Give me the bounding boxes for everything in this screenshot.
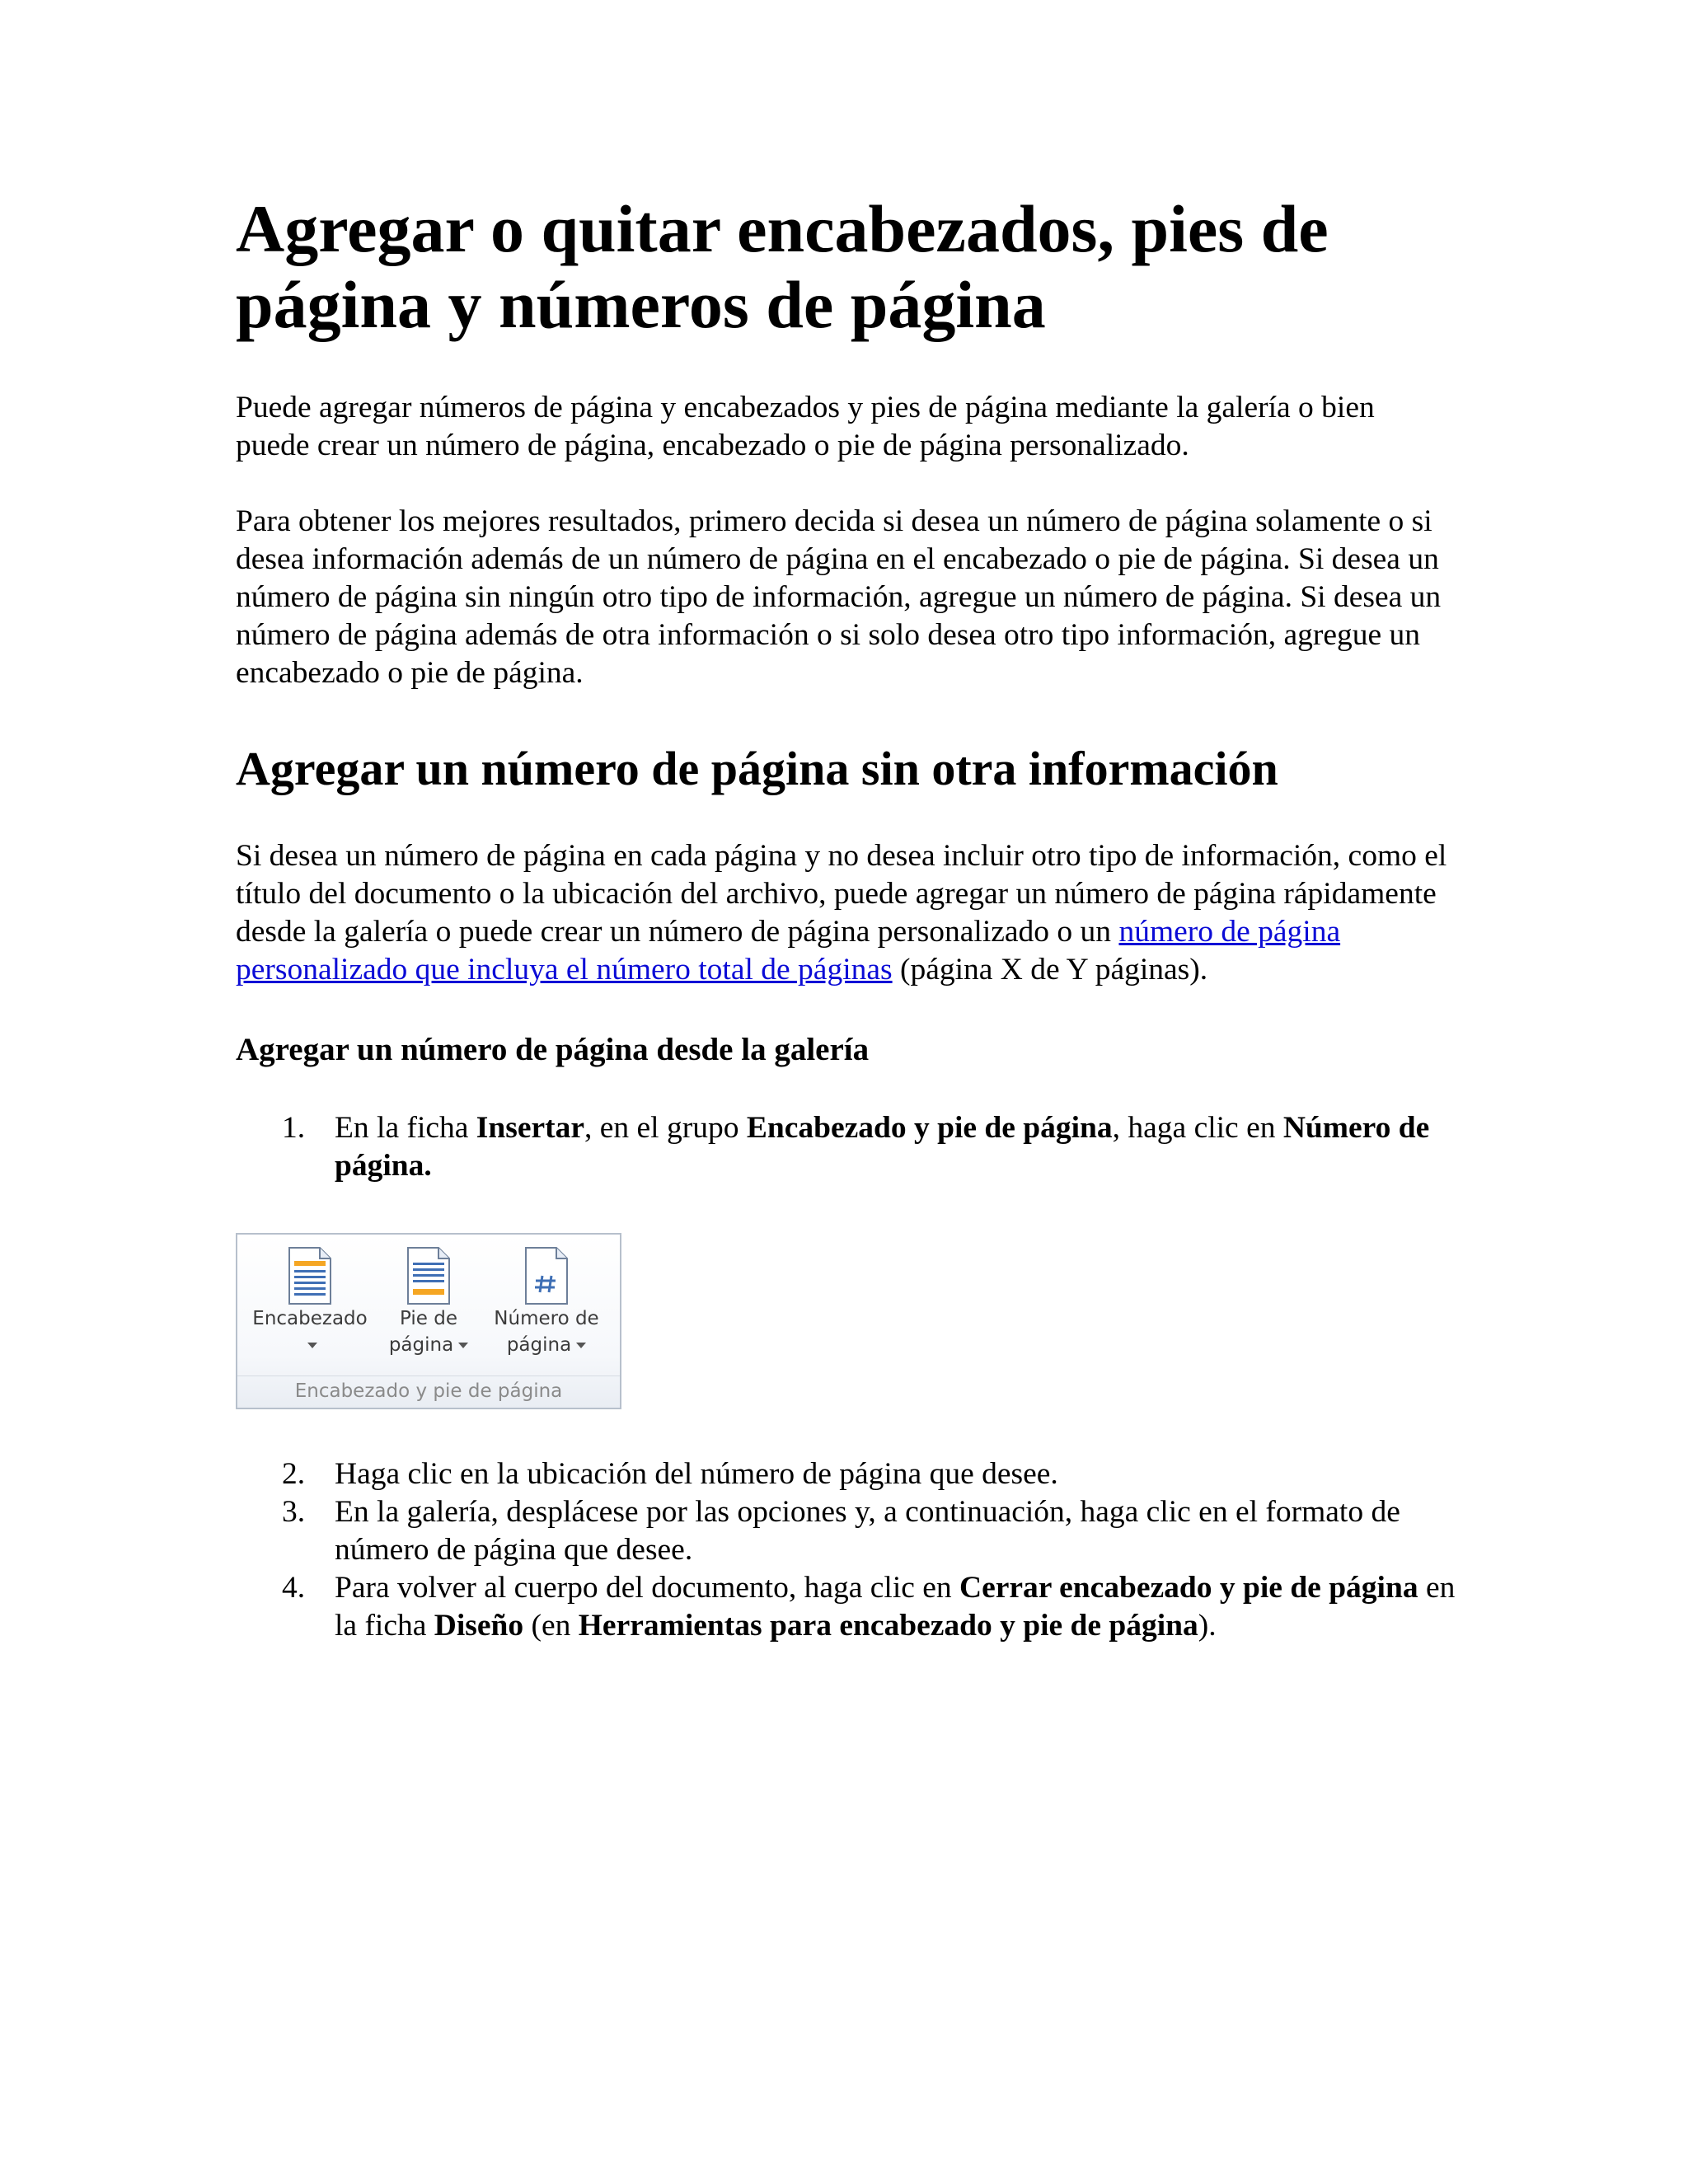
step-bold-text: Encabezado y pie de página [746,1111,1113,1145]
step-text: , en el grupo [584,1111,747,1145]
chevron-down-icon [458,1343,468,1348]
total-pages-link[interactable]: número de página personalizado que incluya el número total de páginas [236,915,1341,987]
step-bold-text: Diseño [434,1609,524,1643]
footer-ribbon-button[interactable] [387,1246,470,1358]
footer-label-text: página [388,1334,454,1356]
header-button-label: Encabezado [252,1308,368,1329]
intro-paragraph-1: Puede agregar números de página y encabezados y pies de página mediante la galería o bien puede crear un número de página, encabezado o pie de página personalizado. [236,391,1375,462]
step-bold-text: Insertar [476,1111,585,1145]
list-item-step-3 [236,1493,1456,1569]
step-bold-text: Número de página. [335,1111,1430,1183]
step-number: 4. [282,1571,306,1605]
step-text: En la galería, desplácese por las opciones y, a continuación, haga clic en el formato de número de página que desee. [335,1495,1400,1567]
section-paragraph [236,837,1456,989]
document-body [236,191,1456,1645]
step-text: (en [523,1609,579,1643]
step-text: Para volver al cuerpo del documento, haga clic en [335,1571,960,1605]
page-number-document-icon [523,1246,570,1305]
step-text: en la ficha [335,1571,1456,1643]
steps-list-part-1 [236,1109,1456,1185]
page-number-button-label-line-2[interactable] [478,1332,615,1358]
page-title: Agregar o quitar encabezados, pies de página y números de página [236,191,1329,342]
steps-list-part-2 [236,1455,1456,1645]
section-heading: Agregar un número de página sin otra información [236,742,1278,795]
step-text: Haga clic en la ubicación del número de página que desee. [335,1457,1058,1491]
subsection-heading: Agregar un número de página desde la galería [236,1032,870,1067]
step-text: En la ficha [335,1111,476,1145]
list-item-step-2 [236,1455,1456,1493]
ribbon-group-label: Encabezado y pie de página [237,1376,620,1406]
list-item-step-1 [236,1109,1456,1185]
footer-document-icon [406,1246,452,1305]
ribbon-group-screenshot [236,1233,621,1409]
header-ribbon-button[interactable] [244,1246,376,1358]
step-bold-text: Herramientas para encabezado y pie de página [578,1609,1198,1643]
section-paragraph-text-after: (página X de Y páginas). [892,953,1208,987]
page-number-label-text: página [506,1334,572,1356]
step-bold-text: Cerrar encabezado y pie de página [959,1571,1418,1605]
section-paragraph-text-before: Si desea un número de página en cada página y no desea incluir otro tipo de información, como el título del documento o la ubicación del archivo, puede agregar un número de página rápidamente desde la galería o puede crear un número de página personalizado o un [236,839,1447,949]
intro-paragraph-2: Para obtener los mejores resultados, primero decida si desea un número de página solamente o si desea información además de un número de página en el encabezado o pie de página. Si desea un número de página sin ningún otro tipo de información, agregue un número de página. Si desea un número de página además de otra información o si solo desea otro tipo información, agregue un encabezado o pie de página. [236,504,1442,690]
chevron-down-icon [307,1343,317,1348]
header-dropdown[interactable] [244,1332,376,1358]
footer-button-label-line-1: Pie de [400,1308,457,1329]
step-number: 2. [282,1457,306,1491]
header-document-icon [287,1246,333,1305]
step-text: ). [1198,1609,1217,1643]
step-number: 1. [282,1111,306,1145]
step-number: 3. [282,1495,306,1529]
chevron-down-icon [576,1343,586,1348]
list-item-step-4 [236,1569,1456,1645]
page-number-button-label-line-1: Número de [494,1308,599,1329]
page-number-ribbon-button[interactable] [478,1246,615,1358]
footer-button-label-line-2[interactable] [387,1332,470,1358]
step-text: , haga clic en [1112,1111,1283,1145]
